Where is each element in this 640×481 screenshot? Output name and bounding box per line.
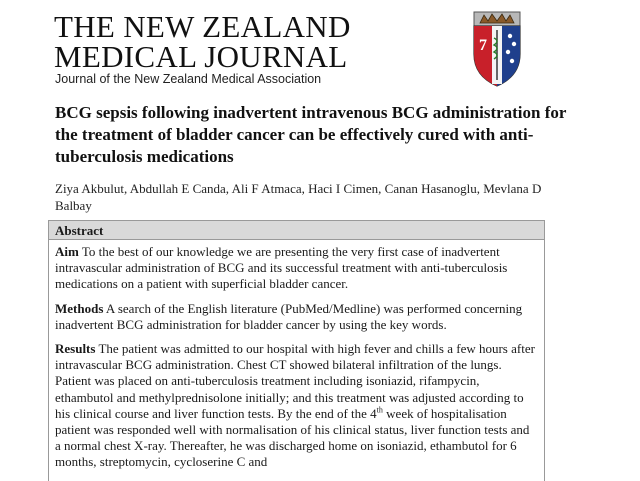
journal-title-line-1: THE NEW ZEALAND — [54, 9, 351, 44]
aim-label: Aim — [55, 244, 79, 259]
nzma-coat-of-arms-icon — [470, 10, 524, 88]
results-text-part-1: The patient was admitted to our hospital with high fever and chills a few hours after intravascular BCG administration. Chest CT showed bilateral infiltration of the lungs. Patient was placed on anti-tuberculosis treatment including isoniazid, rifampycin, ethambutol and methylprednisolone initially; and this treatment was adjusted according to his clinical course and liver function tests. By the end of the 4 — [55, 341, 535, 421]
results-text-part-2: week of hospitalisation patient was responded well with normalisation of his clinical status, liver function tests and a normal chest X-ray. Thereafter, he was discharged home on isoniazid, ethambutol for 6 months, streptomycin, cycloserine C and — [55, 405, 530, 470]
abstract-aim — [55, 244, 536, 293]
results-label: Results — [55, 341, 96, 357]
methods-label: Methods — [55, 300, 104, 316]
abstract-methods — [55, 301, 536, 333]
abstract-results — [55, 341, 536, 471]
results-superscript: th — [376, 405, 383, 415]
journal-subtitle: Journal of the New Zealand Medical Association — [55, 72, 322, 86]
article-title: BCG sepsis following inadvertent intravenous BCG administration for the treatment of bladder cancer can be effectively cured with anti-tuberculosis medications — [55, 103, 567, 166]
abstract-heading: Abstract — [49, 221, 544, 240]
abstract-box — [48, 220, 545, 481]
journal-title — [54, 9, 351, 74]
svg-text:7: 7 — [479, 37, 487, 54]
journal-title-line-2: MEDICAL JOURNAL — [54, 39, 348, 74]
abstract-body — [49, 240, 544, 471]
methods-text: A search of the English literature (PubMed/Medline) was performed concerning inadvertent BCG administration for bladder cancer by using the key words. — [55, 300, 523, 332]
aim-text: To the best of our knowledge we are presenting the very first case of inadvertent intravascular administration of BCG and its successful treatment with anti-tuberculosis medications on a patient with superficial bladder cancer. — [55, 244, 508, 292]
author-list: Ziya Akbulut, Abdullah E Canda, Ali F Atmaca, Haci I Cimen, Canan Hasanoglu, Mevlana D Balbay — [55, 181, 542, 213]
